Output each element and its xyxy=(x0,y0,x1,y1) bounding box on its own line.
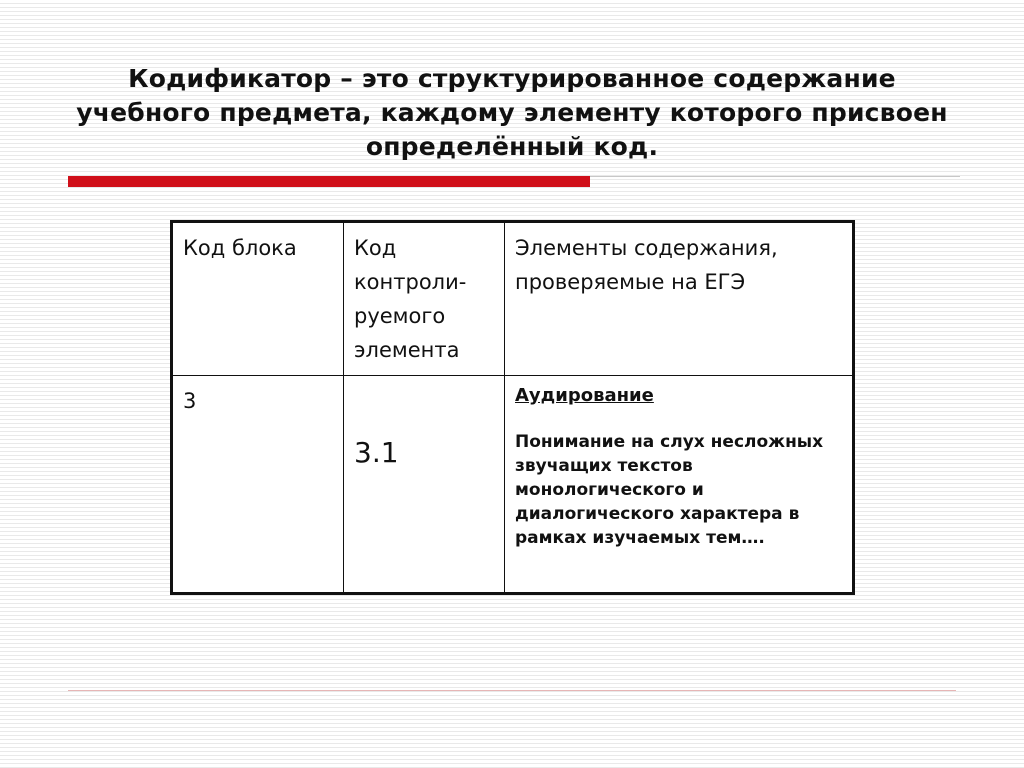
header-element-code-line: элемента xyxy=(354,338,460,362)
section-description: Понимание на слух несложных звучащих текстов монологического и диалогического характера в рамках изучаемых тем…. xyxy=(515,432,824,548)
section-title: Аудирование xyxy=(515,385,654,406)
codifier-table xyxy=(170,220,855,595)
header-content-elements: Элементы содержания, проверяемые на ЕГЭ xyxy=(505,222,854,376)
slide-title: Кодификатор – это структурированное содержание учебного предмета, каждому элементу которого присвоен определённый код. xyxy=(76,64,948,161)
grey-divider xyxy=(590,176,960,177)
row-content-cell xyxy=(505,376,854,594)
red-divider xyxy=(68,176,590,187)
bottom-divider xyxy=(68,690,956,691)
table-header-row xyxy=(172,222,854,376)
header-element-code-line: Код xyxy=(354,236,397,260)
header-element-code-line: контроли- xyxy=(354,270,467,294)
header-block-code: Код блока xyxy=(172,222,344,376)
row-element-code-cell xyxy=(344,376,505,594)
header-element-code xyxy=(344,222,505,376)
header-element-code-line: руемого xyxy=(354,304,446,328)
table-row xyxy=(172,376,854,594)
row-element-code: 3.1 xyxy=(354,436,399,469)
row-block-code: 3 xyxy=(172,376,344,594)
